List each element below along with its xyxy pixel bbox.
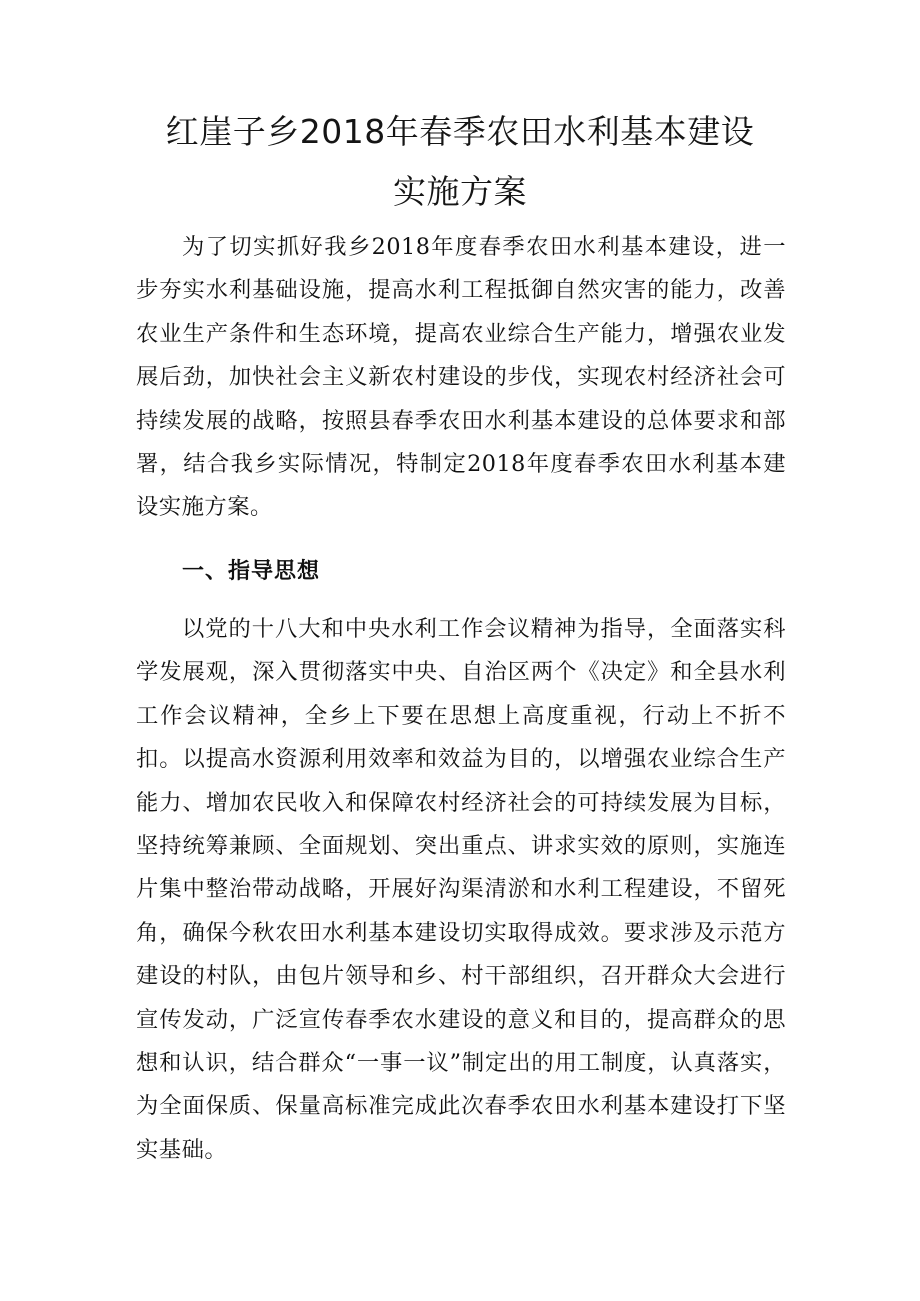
document-title-line-2: 实施方案 (393, 172, 527, 211)
guiding-ideology-paragraph: 以党的十八大和中央水利工作会议精神为指导，全面落实科学发展观，深入贯彻落实中央、自治区两个《决定》和全县水利工作会议精神，全乡上下要在思想上高度重视，行动上不折不扣。以提高水资源利用效率和效益为目的，以增强农业综合生产能力、增加农民收入和保障农村经济社会的可持续发展为目标，坚持统筹兼顾、全面规划、突出重点、讲求实效的原则，实施连片集中整治带动战略，开展好沟渠清淤和水利工程建设，不留死角，确保今秋农田水利基本建设切实取得成效。要求涉及示范方建设的村队，由包片领导和乡、村干部组织，召开群众大会进行宣传发动，广泛宣传春季农水建设的意义和目的，提高群众的思想和认识，结合群众“一事一议”制定出的用工制度，认真落实，为全面保质、保量高标准完成此次春季农田水利基本建设打下坚实基础。 (136, 616, 786, 1163)
document-title-line-1: 红崖子乡2018年春季农田水利基本建设 (165, 112, 755, 151)
intro-paragraph: 为了切实抓好我乡2018年度春季农田水利基本建设，进一步夯实水利基础设施，提高水利工程抵御自然灾害的能力，改善农业生产条件和生态环境，提高农业综合生产能力，增强农业发展后劲，加快社会主义新农村建设的步伐，实现农村经济社会可持续发展的战略，按照县春季农田水利基本建设的总体要求和部署，结合我乡实际情况，特制定2018年度春季农田水利基本建设实施方案。 (136, 234, 786, 521)
section-heading-guiding-ideology: 一、指导思想 (182, 559, 321, 584)
